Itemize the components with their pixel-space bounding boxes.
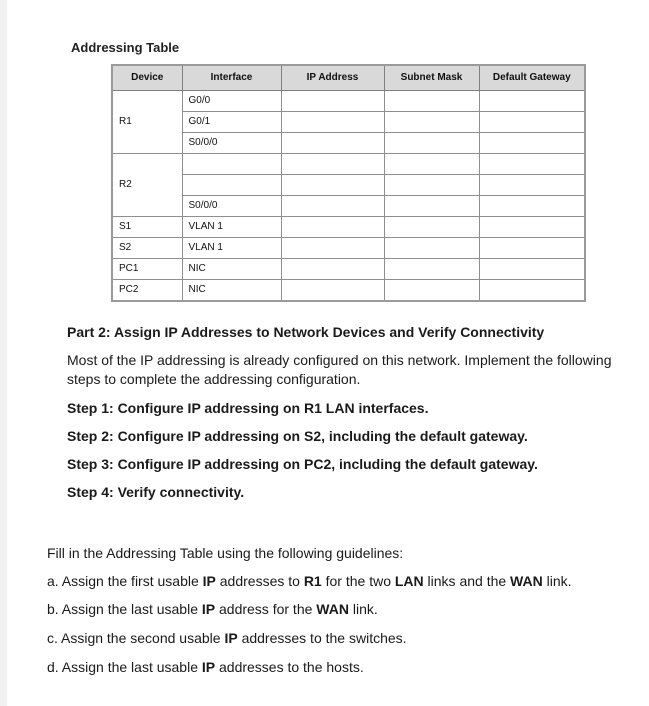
text-run: for the two <box>321 573 395 589</box>
default-gateway-cell[interactable] <box>479 112 585 133</box>
interface-cell: G0/1 <box>182 112 281 133</box>
text-run: a. Assign the first usable <box>47 573 203 589</box>
ip-address-cell[interactable] <box>281 217 384 238</box>
intro-paragraph: Most of the IP addressing is already configured on this network. Implement the following steps to complete the addressing configuration. <box>67 352 612 387</box>
bold-term: WAN <box>316 601 349 617</box>
header-ip-address: IP Address <box>281 65 384 91</box>
ip-address-cell[interactable] <box>281 238 384 259</box>
table-row <box>112 217 585 238</box>
page-left-edge <box>0 0 7 706</box>
interface-cell <box>182 175 281 196</box>
default-gateway-cell[interactable] <box>479 217 585 238</box>
device-cell: R1 <box>112 91 182 154</box>
table-header-row <box>112 65 585 91</box>
header-subnet-mask: Subnet Mask <box>384 65 479 91</box>
interface-cell <box>182 154 281 175</box>
part-2-heading: Part 2: Assign IP Addresses to Network Devices and Verify Connectivity <box>67 324 545 340</box>
step-1: Step 1: Configure IP addressing on R1 LAN interfaces. <box>67 400 429 416</box>
ip-address-cell[interactable] <box>281 91 384 112</box>
subnet-mask-cell[interactable] <box>384 259 479 280</box>
bold-term: IP <box>201 601 216 617</box>
device-cell: S2 <box>112 238 182 259</box>
subnet-mask-cell[interactable] <box>384 217 479 238</box>
table-row <box>112 133 585 154</box>
device-cell: PC1 <box>112 259 182 280</box>
interface-cell: VLAN 1 <box>182 217 281 238</box>
ip-address-cell[interactable] <box>281 259 384 280</box>
default-gateway-cell[interactable] <box>479 154 585 175</box>
interface-cell: NIC <box>182 259 281 280</box>
bold-term: IP <box>224 630 238 646</box>
table-row <box>112 112 585 133</box>
text-run: links and the <box>423 573 511 589</box>
table-row <box>112 259 585 280</box>
guidelines-intro: Fill in the Addressing Table using the following guidelines: <box>47 545 404 561</box>
interface-cell: S0/0/0 <box>182 196 281 217</box>
ip-address-cell[interactable] <box>281 196 384 217</box>
table-row <box>112 280 585 302</box>
interface-cell: G0/0 <box>182 91 281 112</box>
text-run: addresses to the hosts. <box>215 659 364 675</box>
guideline-b <box>47 601 642 617</box>
ip-address-cell[interactable] <box>281 154 384 175</box>
text-run: addresses to the switches. <box>237 630 407 646</box>
header-device: Device <box>112 65 182 91</box>
text-run: addresses to <box>215 573 304 589</box>
table-row <box>112 238 585 259</box>
step-3: Step 3: Configure IP addressing on PC2, including the default gateway. <box>67 456 538 472</box>
table-row <box>112 154 585 175</box>
step-4: Step 4: Verify connectivity. <box>67 484 245 500</box>
ip-address-cell[interactable] <box>281 175 384 196</box>
default-gateway-cell[interactable] <box>479 280 585 302</box>
ip-address-cell[interactable] <box>281 112 384 133</box>
table-row <box>112 175 585 196</box>
subnet-mask-cell[interactable] <box>384 133 479 154</box>
header-default-gateway: Default Gateway <box>479 65 585 91</box>
subnet-mask-cell[interactable] <box>384 280 479 302</box>
subnet-mask-cell[interactable] <box>384 196 479 217</box>
default-gateway-cell[interactable] <box>479 133 585 154</box>
bold-term: R1 <box>303 573 322 589</box>
ip-address-cell[interactable] <box>281 280 384 302</box>
device-cell: PC2 <box>112 280 182 302</box>
table-row <box>112 91 585 112</box>
device-cell: S1 <box>112 217 182 238</box>
interface-cell: VLAN 1 <box>182 238 281 259</box>
table-row <box>112 196 585 217</box>
default-gateway-cell[interactable] <box>479 196 585 217</box>
default-gateway-cell[interactable] <box>479 238 585 259</box>
ip-address-cell[interactable] <box>281 133 384 154</box>
guideline-a <box>47 573 642 589</box>
addressing-table <box>111 64 586 302</box>
subnet-mask-cell[interactable] <box>384 91 479 112</box>
interface-cell: S0/0/0 <box>182 133 281 154</box>
subnet-mask-cell[interactable] <box>384 238 479 259</box>
subnet-mask-cell[interactable] <box>384 154 479 175</box>
subnet-mask-cell[interactable] <box>384 175 479 196</box>
step-2: Step 2: Configure IP addressing on S2, including the default gateway. <box>67 428 528 444</box>
subnet-mask-cell[interactable] <box>384 112 479 133</box>
text-run: b. Assign the last usable <box>47 601 202 617</box>
text-run: c. Assign the second usable <box>47 630 225 646</box>
device-cell: R2 <box>112 154 182 217</box>
default-gateway-cell[interactable] <box>479 259 585 280</box>
table-body <box>112 91 585 302</box>
bold-term: IP <box>202 573 216 589</box>
guideline-c <box>47 630 642 646</box>
bold-term: IP <box>201 659 216 675</box>
text-run: address for the <box>215 601 317 617</box>
default-gateway-cell[interactable] <box>479 175 585 196</box>
text-run: d. Assign the last usable <box>47 659 202 675</box>
default-gateway-cell[interactable] <box>479 91 585 112</box>
addressing-table-title: Addressing Table <box>71 40 180 55</box>
bold-term: LAN <box>394 573 424 589</box>
bold-term: WAN <box>510 573 543 589</box>
text-run: link. <box>542 573 572 589</box>
guideline-d <box>47 659 642 675</box>
header-interface: Interface <box>182 65 281 91</box>
interface-cell: NIC <box>182 280 281 302</box>
text-run: link. <box>348 601 378 617</box>
